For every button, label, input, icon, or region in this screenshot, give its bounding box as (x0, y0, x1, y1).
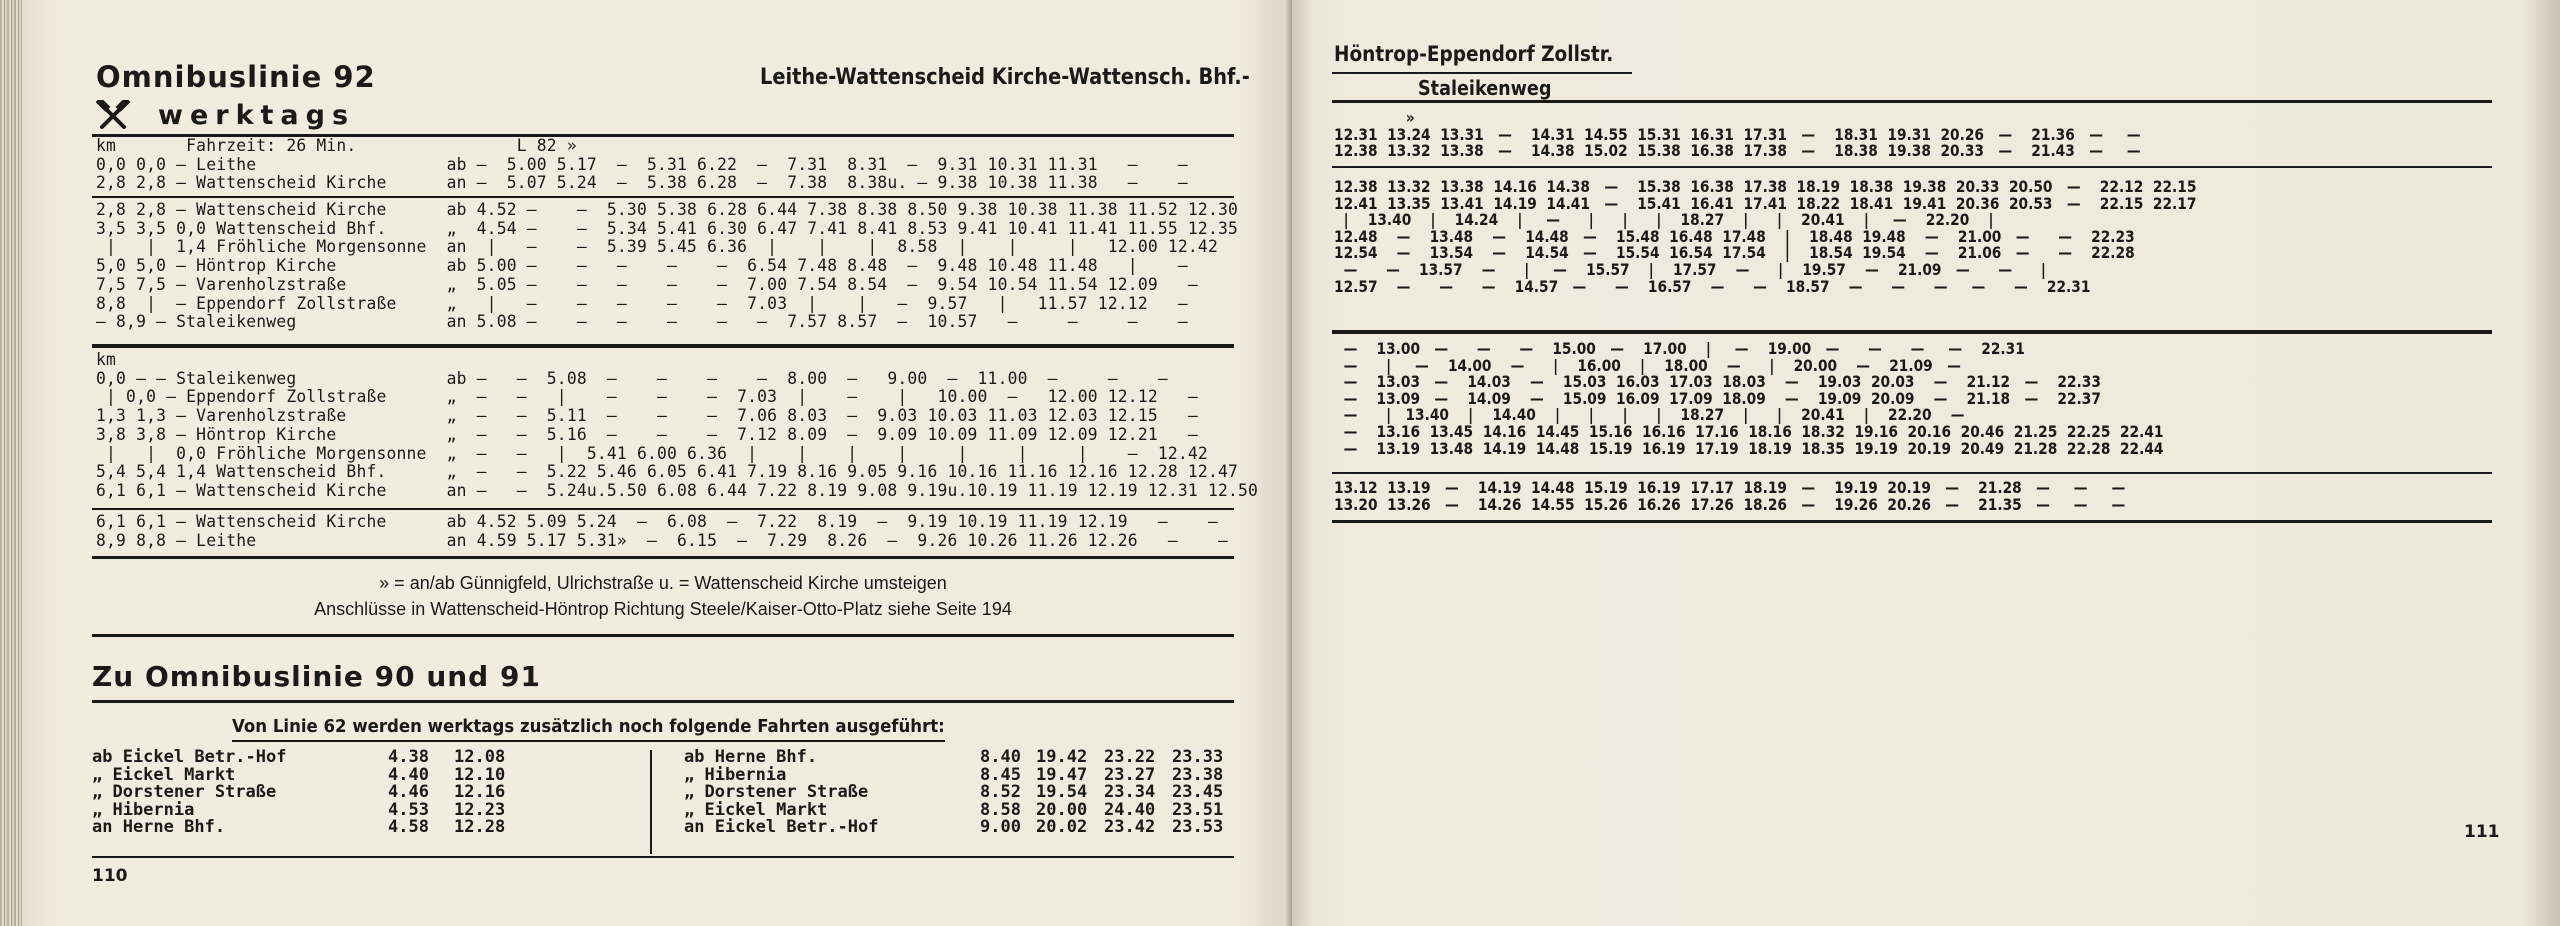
timetable-row: — 13.00 — — — 15.00 — 17.00 | — 19.00 — — — — 22.31 (1334, 339, 2025, 358)
time-cell: 12.28 (454, 817, 506, 838)
stop-name: ab Herne Bhf. (684, 747, 818, 767)
route-title-line-2: Staleikenweg (1418, 76, 1552, 100)
timetable-row: 13.12 13.19 — 14.19 14.48 15.19 16.19 17.17 18.19 — 19.19 20.19 — 21.28 — — — (1334, 478, 2126, 497)
timetable-block-2 (96, 201, 1238, 332)
timetable-row: 12.38 13.32 13.38 14.16 14.38 — 15.38 16.38 17.38 18.19 18.38 19.38 20.33 20.50 — 22.12 22.15 (1334, 177, 2197, 196)
timetable-row: — 8,9 — Staleikenweg an 5.08 — — — — — — 7.57 8.57 — 10.57 — — — — (96, 312, 1188, 333)
footnote-legend: » = an/ab Günnigfeld, Ulrichstraße u. = Wattenscheid Kirche umsteigen (379, 573, 947, 593)
timetable-row: 13.20 13.26 — 14.26 14.55 15.26 16.26 17.26 18.26 — 19.26 20.26 — 21.35 — — — (1334, 494, 2126, 514)
timetable-row: 8,9 8,8 — Leithe an 4.59 5.17 5.31» — 6.15 — 7.29 8.26 — 9.26 10.26 11.26 12.26 — — (96, 530, 1228, 551)
timetable-row: 3,5 3,5 0,0 Wattenscheid Bhf. „ 4.54 — — 5.34 5.41 6.30 6.47 7.41 8.41 8.53 9.41 10.41 11.41 11.55 12.35 (96, 218, 1238, 239)
timetable-row: 12.48 — 13.48 — 14.48 — 15.48 16.48 17.48 | 18.48 19.48 — 21.00 — — 22.23 (1334, 226, 2135, 246)
timetable-row: 2,8 2,8 — Wattenscheid Kirche an — 5.07 5.24 — 5.38 6.28 — 7.38 8.38u. — 9.38 10.38 11.38 — — (96, 173, 1188, 194)
block-rule (92, 196, 1234, 198)
stop-name: „ Hibernia (684, 764, 787, 785)
table-row (684, 819, 1229, 837)
timetable-row: 12.31 13.24 13.31 — 14.31 14.55 15.31 16.31 17.31 — 18.31 19.31 20.26 — 21.36 — — (1334, 124, 2141, 144)
time-cell: 23.33 (1172, 747, 1224, 767)
timetable-row: | 13.40 | 14.24 | — | | | 18.27 | | 20.41 | — 22.20 | (1334, 210, 1994, 230)
route-title: Leithe-Wattenscheid Kirche-Wattensch. Bhf.- (760, 65, 1250, 90)
time-cell: 19.42 (1036, 747, 1088, 767)
time-cell: 23.38 (1172, 764, 1224, 785)
route-title-line-1: Höntrop-Eppendorf Zollstr. (1334, 42, 1614, 66)
timetable-row: 7,5 7,5 — Varenholzstraße „ 5.05 — — — — — 7.00 7.54 8.54 — 9.54 10.54 11.54 12.09 — (96, 274, 1198, 295)
block-rule (92, 508, 1234, 510)
timetable-row: 0,0 — — Staleikenweg ab — — 5.08 — — — — 8.00 — 9.00 — 11.00 — — — (96, 368, 1168, 389)
timetable-block-2 (1334, 179, 2196, 295)
timetable-row: — | — 14.00 — | 16.00 | 18.00 — | 20.00 — 21.09 — (1334, 355, 1961, 375)
stop-name: an Herne Bhf. (92, 817, 226, 838)
section-rule (92, 700, 1234, 703)
block-rule (1332, 166, 2492, 168)
timetable-row: 5,0 5,0 — Höntrop Kirche ab 5.00 — — — — — 6.54 7.48 8.48 — 9.48 10.48 11.48 | — (96, 256, 1188, 277)
block-rule (92, 556, 1234, 559)
timetable-row: — — 13.57 — | — 15.57 | 17.57 — | 19.57 — 21.09 — — | (1334, 259, 2046, 279)
timetable-row: 1,3 1,3 — Varenholzstraße „ — — 5.11 — — — 7.06 8.03 — 9.03 10.03 11.03 12.03 12.15 — (96, 406, 1198, 427)
stop-name: „ Hibernia (92, 799, 195, 820)
stop-name: „ Dorstener Straße (684, 782, 869, 803)
timetable-row: — 13.09 — 14.09 — 15.09 16.09 17.09 18.09 — 19.09 20.09 — 21.18 — 22.37 (1334, 388, 2101, 408)
time-cell: 20.00 (1036, 799, 1088, 820)
timetable-block-3 (96, 351, 1258, 501)
timetable-row: km (96, 350, 117, 370)
section-subtitle: Von Linie 62 werden werktags zusätzlich noch folgende Fahrten ausgeführt: (232, 716, 945, 742)
section-rule (92, 634, 1234, 637)
stop-name: „ Eickel Markt (92, 764, 236, 785)
crossed-hammers-icon (96, 100, 130, 130)
time-cell: 4.58 (388, 817, 429, 838)
time-cell: 12.08 (454, 747, 506, 767)
block-rule (1332, 520, 2492, 523)
timetable-block-3 (1334, 341, 2163, 457)
time-cell: 8.58 (980, 799, 1021, 820)
timetable-block-1 (1334, 110, 2141, 160)
time-cell: 23.51 (1172, 799, 1224, 820)
timetable-row: 12.54 — 13.54 — 14.54 — 15.54 16.54 17.54 | 18.54 19.54 — 21.06 — — 22.28 (1334, 243, 2135, 263)
time-cell: 4.40 (388, 764, 429, 785)
timetable-block-4 (1334, 480, 2125, 513)
timetable-row: 12.41 13.35 13.41 14.19 14.41 — 15.41 16.41 17.41 18.22 18.41 19.41 20.36 20.53 — 22.15 22.17 (1334, 193, 2197, 213)
time-cell: 19.47 (1036, 764, 1088, 785)
timetable-row: — 13.16 13.45 14.16 14.45 15.16 16.16 17.16 18.16 18.32 19.16 20.16 20.46 21.25 22.25 22.41 (1334, 421, 2164, 441)
time-cell: 9.00 (980, 817, 1021, 838)
block-rule (92, 344, 1234, 348)
timetable-row: — | 13.40 | 14.40 | | | | 18.27 | | 20.41 | 22.20 — (1334, 405, 1965, 425)
time-cell: 8.45 (980, 764, 1021, 785)
footnote-connections: Anschlüsse in Wattenscheid-Höntrop Richtung Steele/Kaiser-Otto-Platz siehe Seite 194 (314, 599, 1012, 619)
time-cell: 8.52 (980, 782, 1021, 803)
time-cell: 23.45 (1172, 782, 1224, 803)
timetable-row: 6,1 6,1 — Wattenscheid Kirche an — — 5.24u.5.50 6.08 6.44 7.22 8.19 9.08 9.19u.10.19 11.19 12.19 12.31 12.50 (96, 480, 1259, 501)
page-edge (0, 0, 22, 926)
section-rule (92, 856, 1234, 858)
time-cell: 12.23 (454, 799, 506, 820)
timetable-row: 12.57 — — — 14.57 — — 16.57 — — 18.57 — — — — — 22.31 (1334, 276, 2091, 296)
supplement-table-left (92, 749, 511, 837)
timetable-row: — 13.19 13.48 14.19 14.48 15.19 16.19 17.19 18.19 18.35 19.19 20.19 20.49 21.28 22.28 22.44 (1334, 438, 2164, 458)
time-cell: 19.54 (1036, 782, 1088, 803)
time-cell: 24.40 (1104, 799, 1156, 820)
day-label: werktags (158, 100, 356, 131)
timetable-block-4 (96, 513, 1228, 550)
timetable-row: » (1334, 108, 1415, 127)
right-page (1292, 0, 2560, 926)
time-cell: 12.10 (454, 764, 506, 785)
timetable-row: 0,0 0,0 — Leithe ab — 5.00 5.17 — 5.31 6.22 — 7.31 8.31 — 9.31 10.31 11.31 — — (96, 154, 1188, 175)
timetable-row: 3,8 3,8 — Höntrop Kirche „ — — 5.16 — — — 7.12 8.09 — 9.09 10.09 11.09 12.09 12.21 — (96, 424, 1198, 445)
column-divider (650, 750, 652, 854)
time-cell: 4.46 (388, 782, 429, 803)
table-row (92, 749, 511, 767)
time-cell: 23.42 (1104, 817, 1156, 838)
timetable-row: 5,4 5,4 1,4 Wattenscheid Bhf. „ — — 5.22 5.46 6.05 6.41 7.19 8.16 9.05 9.16 10.16 11.16 12.16 12.28 12.47 (96, 462, 1238, 483)
time-cell: 23.27 (1104, 764, 1156, 785)
stop-name: „ Dorstener Straße (92, 782, 277, 803)
stop-name: „ Eickel Markt (684, 799, 828, 820)
time-cell: 23.53 (1172, 817, 1224, 838)
timetable-row: 2,8 2,8 — Wattenscheid Kirche ab 4.52 — — 5.30 5.38 6.28 6.44 7.38 8.38 8.50 9.38 10.38 11.38 11.52 12.30 (96, 200, 1238, 220)
footnotes (92, 570, 1234, 622)
time-cell: 12.16 (454, 782, 506, 803)
timetable-row: 6,1 6,1 — Wattenscheid Kirche ab 4.52 5.09 5.24 — 6.08 — 7.22 8.19 — 9.19 10.19 11.19 12.19 — — (96, 512, 1218, 532)
stop-name: an Eickel Betr.-Hof (684, 817, 879, 838)
page-number: 111 (2464, 822, 2500, 842)
timetable-row: | | 0,0 Fröhliche Morgensonne „ — — | 5.41 6.00 6.36 | | | | | | | — 12.42 (96, 443, 1208, 464)
time-cell: 20.02 (1036, 817, 1088, 838)
line-title: Omnibuslinie 92 (96, 60, 376, 94)
timetable-row: — 13.03 — 14.03 — 15.03 16.03 17.03 18.03 — 19.03 20.03 — 21.12 — 22.33 (1334, 372, 2101, 392)
title-rule (1332, 72, 1632, 74)
timetable-block-1 (96, 137, 1188, 193)
stop-name: ab Eickel Betr.-Hof (92, 747, 287, 767)
header-rule (1332, 100, 2492, 103)
block-rule (1332, 330, 2492, 334)
time-cell: 23.22 (1104, 747, 1156, 767)
table-row (684, 749, 1229, 767)
table-row (92, 819, 511, 837)
page-number: 110 (92, 866, 128, 886)
timetable-row: | | 1,4 Fröhliche Morgensonne an | — — 5.39 5.45 6.36 | | | 8.58 | | | 12.00 12.42 (96, 237, 1218, 258)
timetable-row: km Fahrzeit: 26 Min. L 82 » (96, 136, 577, 156)
time-cell: 23.34 (1104, 782, 1156, 803)
section-title: Zu Omnibuslinie 90 und 91 (92, 660, 541, 693)
timetable-row: | 0,0 — Eppendorf Zollstraße „ — — | — — — 7.03 | — | 10.00 — 12.00 12.12 — (96, 387, 1198, 408)
supplement-table-right (684, 749, 1229, 837)
time-cell: 4.53 (388, 799, 429, 820)
timetable-row: 12.38 13.32 13.38 — 14.38 15.02 15.38 16.38 17.38 — 18.38 19.38 20.33 — 21.43 — — (1334, 141, 2141, 161)
block-rule (1332, 472, 2492, 474)
time-cell: 4.38 (388, 747, 429, 767)
time-cell: 8.40 (980, 747, 1021, 767)
timetable-row: 8,8 | — Eppendorf Zollstraße „ | — — — — — 7.03 | | — 9.57 | 11.57 12.12 — (96, 293, 1188, 314)
